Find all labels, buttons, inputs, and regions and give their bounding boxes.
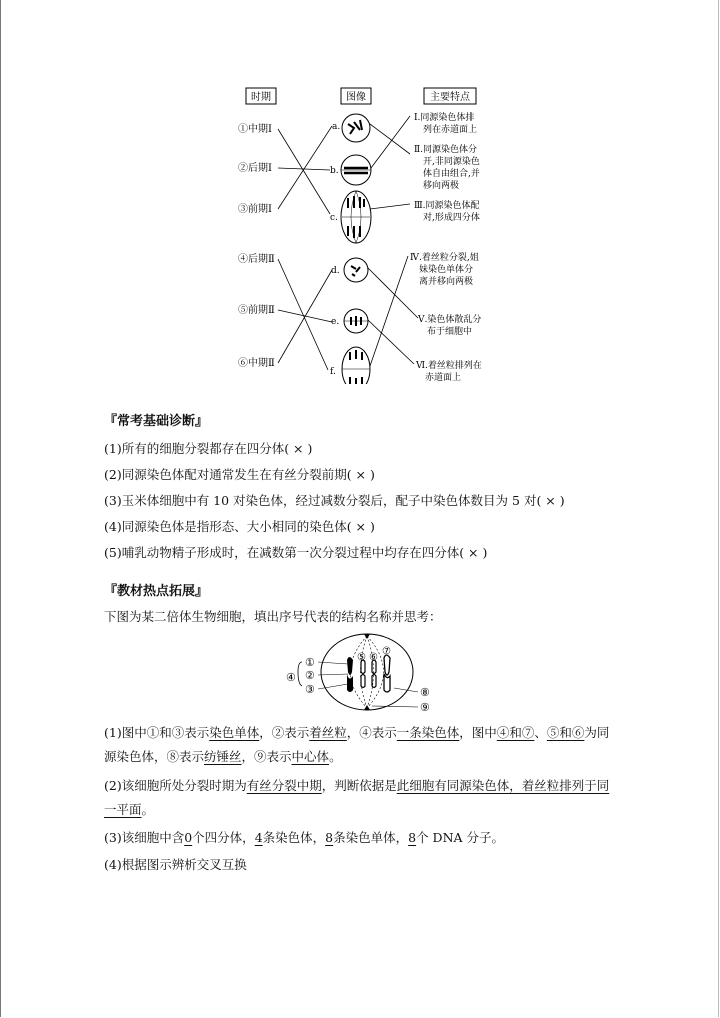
answer-blank: 中心体 [291, 749, 330, 764]
answer-blank: 染色单体 [209, 725, 260, 740]
question-1: (1)图中①和③表示染色单体，②表示着丝粒，④表示一条染色体，图中④和⑦、⑤和⑥为同 源染色体，⑧表示纺锤丝，⑨表示中心体。 [104, 725, 610, 764]
figure-label: ⑥ [369, 652, 378, 663]
figure-label: ⑨ [420, 701, 430, 714]
header-features: 主要特点 [430, 92, 470, 103]
section-title-textbook-extension: 『教材热点拓展』 [104, 584, 209, 599]
answer-blank: 着丝粒 [309, 725, 347, 740]
image-label: e. [331, 317, 340, 327]
answer-blank: 有丝分裂中期 [246, 778, 322, 793]
period-label: ③前期Ⅰ [238, 204, 272, 215]
answer-blank: 一条染色体 [396, 725, 460, 740]
answer-blank: 0 [184, 830, 193, 845]
image-label: b. [330, 166, 339, 176]
period-label: ⑤前期Ⅱ [238, 305, 275, 316]
figure-label: ① [305, 656, 315, 669]
figure-label: ② [305, 669, 315, 682]
feature-text: Ⅰ.同源染色体排 列在赤道面上 [414, 113, 478, 135]
diagnosis-item: (3)玉米体细胞中有 10 对染色体，经过减数分裂后，配子中染色体数目为 5 对( × ) [104, 493, 565, 508]
feature-text: Ⅳ.着丝粒分裂,姐 妹染色单体分 离并移向两极 [410, 253, 479, 287]
period-label: ②后期Ⅰ [238, 163, 272, 174]
figure-label: ⑦ [382, 646, 391, 657]
meiosis-matching-diagram [220, 84, 510, 384]
header-image: 图像 [346, 92, 366, 103]
period-label: ①中期Ⅰ [238, 124, 272, 135]
answer-blank: 4 [254, 830, 263, 845]
answer-blank: 纺锤丝 [204, 749, 242, 764]
feature-text: Ⅵ.着丝粒排列在 赤道面上 [416, 361, 482, 383]
cell-image-a [342, 114, 370, 142]
answer-blank: 此细胞有同源染色体，着丝粒排列于同 [396, 778, 610, 793]
section-title-basic-diagnosis: 『常考基础诊断』 [104, 414, 209, 429]
image-label: a. [332, 122, 341, 132]
figure-label: ⑧ [420, 686, 430, 699]
period-label: ⑥中期Ⅱ [238, 358, 275, 369]
feature-text: Ⅴ.染色体散乱分 布于细胞中 [418, 315, 482, 337]
diagnosis-item: (1)所有的细胞分裂都存在四分体( × ) [104, 441, 313, 456]
image-label: c. [330, 213, 338, 223]
question-2: (2)该细胞所处分裂时期为有丝分裂中期，判断依据是此细胞有同源染色体，着丝粒排列于同 一平面。 [104, 778, 610, 817]
image-label: d. [331, 266, 340, 276]
feature-text: Ⅲ.同源染色体配 对,形成四分体 [414, 201, 480, 223]
answer-blank: 一平面 [104, 802, 142, 817]
figure-label: ③ [305, 683, 315, 696]
header-period: 时期 [251, 92, 271, 103]
answer-blank: ④和⑦ [496, 725, 535, 740]
image-label: f. [330, 367, 336, 377]
cell-image-d [344, 258, 368, 282]
answer-blank: 8 [325, 830, 334, 845]
diagnosis-item: (2)同源染色体配对通常发生在有丝分裂前期( × ) [104, 467, 375, 482]
question-4: (4)根据图示辨析交叉互换 [104, 857, 247, 872]
figure-label: ⑤ [357, 652, 366, 663]
figure-label: ④ [286, 671, 296, 684]
diagnosis-item: (4)同源染色体是指形态、大小相同的染色体( × ) [104, 519, 375, 534]
feature-text: Ⅱ.同源染色体分 开,非同源染色 体自由组合,并 移向两极 [414, 145, 480, 191]
diagnosis-item: (5)哺乳动物精子形成时，在减数第一次分裂过程中均存在四分体( × ) [104, 545, 488, 560]
cell-structure-figure [284, 632, 444, 716]
intro-text: 下图为某二倍体生物细胞，填出序号代表的结构名称并思考： [104, 609, 442, 624]
question-3: (3)该细胞中含0个四分体，4条染色体，8条染色单体，8个 DNA 分子。 [104, 830, 505, 845]
answer-blank: ⑤和⑥ [546, 725, 585, 740]
answer-blank: 8 [408, 830, 417, 845]
period-label: ④后期Ⅱ [238, 254, 275, 265]
